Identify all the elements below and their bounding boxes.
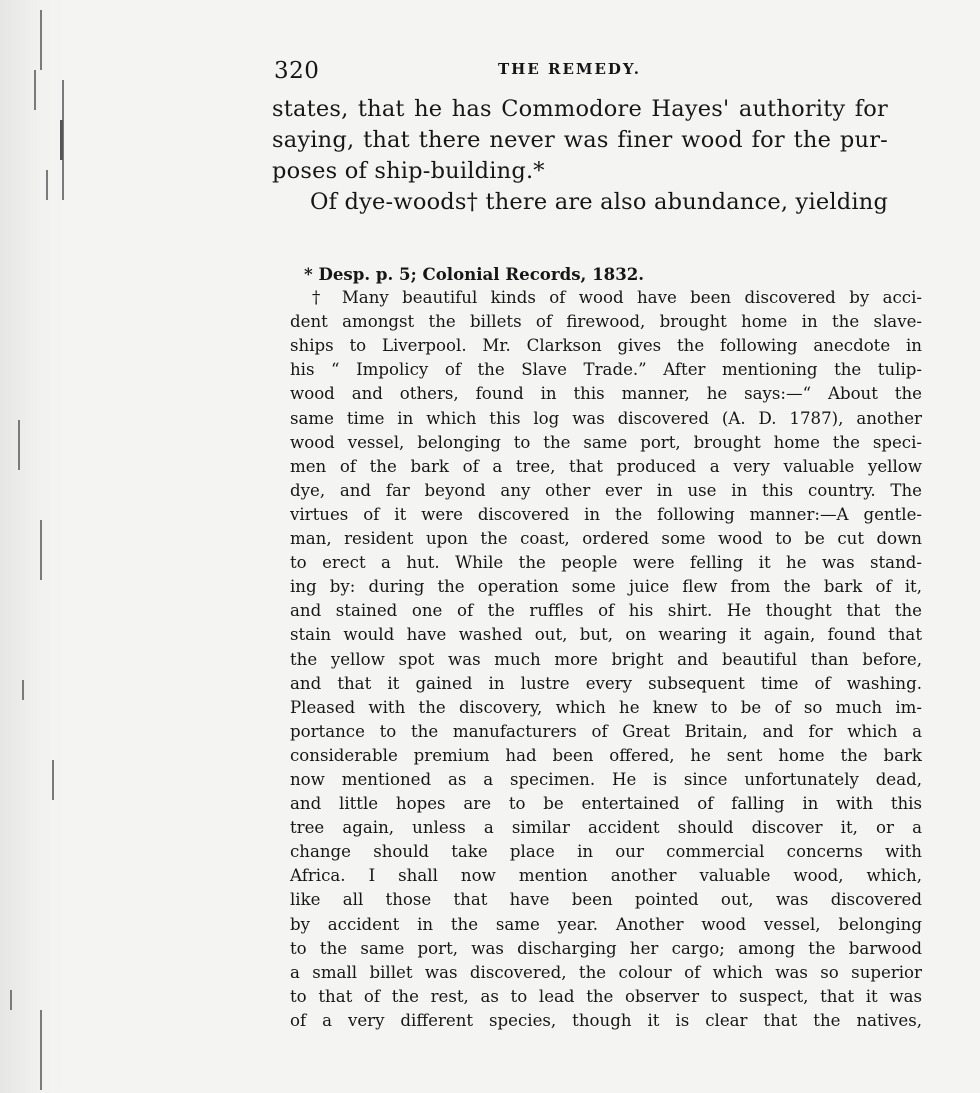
footnote-line: considerable premium had been offered, he sent home the bark <box>290 745 922 765</box>
footnote-line: to erect a hut. While the people were felling it he was stand- <box>290 553 922 573</box>
footnote-line: wood vessel, belonging to the same port, brought home the speci- <box>290 432 922 452</box>
footnote-line: tree again, unless a similar accident should discover it, or a <box>290 818 922 838</box>
page-header <box>272 52 922 92</box>
scan-gutter <box>0 0 70 1093</box>
footnote-line: to the same port, was discharging her cargo; among the barwood <box>290 938 922 958</box>
footnote-line: and that it gained in lustre every subsequent time of washing. <box>290 673 922 693</box>
footnote-line: and stained one of the ruffles of his shirt. He thought that the <box>290 601 922 621</box>
binding-mark <box>60 120 63 160</box>
footnotes <box>290 262 922 1033</box>
footnote-line: of a very different species, though it is clear that the natives, <box>290 1010 922 1030</box>
footnote-line: now mentioned as a specimen. He is since unfortunately dead, <box>290 769 922 789</box>
footnote-line: ships to Liverpool. Mr. Clarkson gives the following anecdote in <box>290 336 922 356</box>
footnote-line: change should take place in our commercial concerns with <box>290 842 922 862</box>
footnote-line: Pleased with the discovery, which he knew to be of so much im- <box>290 697 922 717</box>
footnote-line: and little hopes are to be entertained of falling in with this <box>290 794 922 814</box>
binding-mark <box>34 70 36 110</box>
binding-mark <box>40 10 42 70</box>
footnote-line: his “ Impolicy of the Slave Trade.” After mentioning the tulip- <box>290 360 922 380</box>
binding-mark <box>40 1010 42 1090</box>
binding-mark <box>40 520 42 580</box>
body-line: poses of ship-building.* <box>272 158 545 184</box>
binding-mark <box>22 680 24 700</box>
binding-mark <box>52 760 54 800</box>
footnote-line: dent amongst the billets of firewood, brought home in the slave- <box>290 312 922 332</box>
body-line: Of dye-woods† there are also abundance, yielding <box>310 189 889 215</box>
footnote-line: men of the bark of a tree, that produced a very valuable yellow <box>290 456 922 476</box>
footnote-line: stain would have washed out, but, on wearing it again, found that <box>290 625 922 645</box>
footnote-line: Africa. I shall now mention another valuable wood, which, <box>290 866 922 886</box>
running-head: THE REMEDY. <box>498 60 641 78</box>
binding-mark <box>18 420 20 470</box>
binding-mark <box>46 170 48 200</box>
footnote-line: * Desp. p. 5; Colonial Records, 1832. <box>304 264 645 284</box>
footnote-line: a small billet was discovered, the colour of which was so superior <box>290 962 922 982</box>
footnote-line: the yellow spot was much more bright and beautiful than before, <box>290 649 922 669</box>
footnote-line: portance to the manufacturers of Great Britain, and for which a <box>290 721 922 741</box>
footnote-line: † Many beautiful kinds of wood have been discovered by acci- <box>312 288 922 308</box>
body-line: states, that he has Commodore Hayes' authority for <box>272 96 888 122</box>
footnote-line: dye, and far beyond any other ever in use in this country. The <box>290 480 922 500</box>
footnote-line: wood and others, found in this manner, he says:—“ About the <box>290 384 922 404</box>
binding-mark <box>10 990 12 1010</box>
book-page <box>272 52 922 218</box>
footnote-line: ing by: during the operation some juice flew from the bark of it, <box>290 577 922 597</box>
footnote-line: to that of the rest, as to lead the observer to suspect, that it was <box>290 986 922 1006</box>
footnote-line: like all those that have been pointed out, was discovered <box>290 890 922 910</box>
footnote-line: virtues of it were discovered in the following manner:—A gentle- <box>290 504 922 524</box>
footnote-line: man, resident upon the coast, ordered some wood to be cut down <box>290 529 922 549</box>
footnote-line: same time in which this log was discovered (A. D. 1787), another <box>290 408 922 428</box>
body-line: saying, that there never was finer wood for the pur- <box>272 127 888 153</box>
footnote-line: by accident in the same year. Another wood vessel, belonging <box>290 914 922 934</box>
page-number: 320 <box>274 58 320 84</box>
main-text <box>272 94 888 218</box>
